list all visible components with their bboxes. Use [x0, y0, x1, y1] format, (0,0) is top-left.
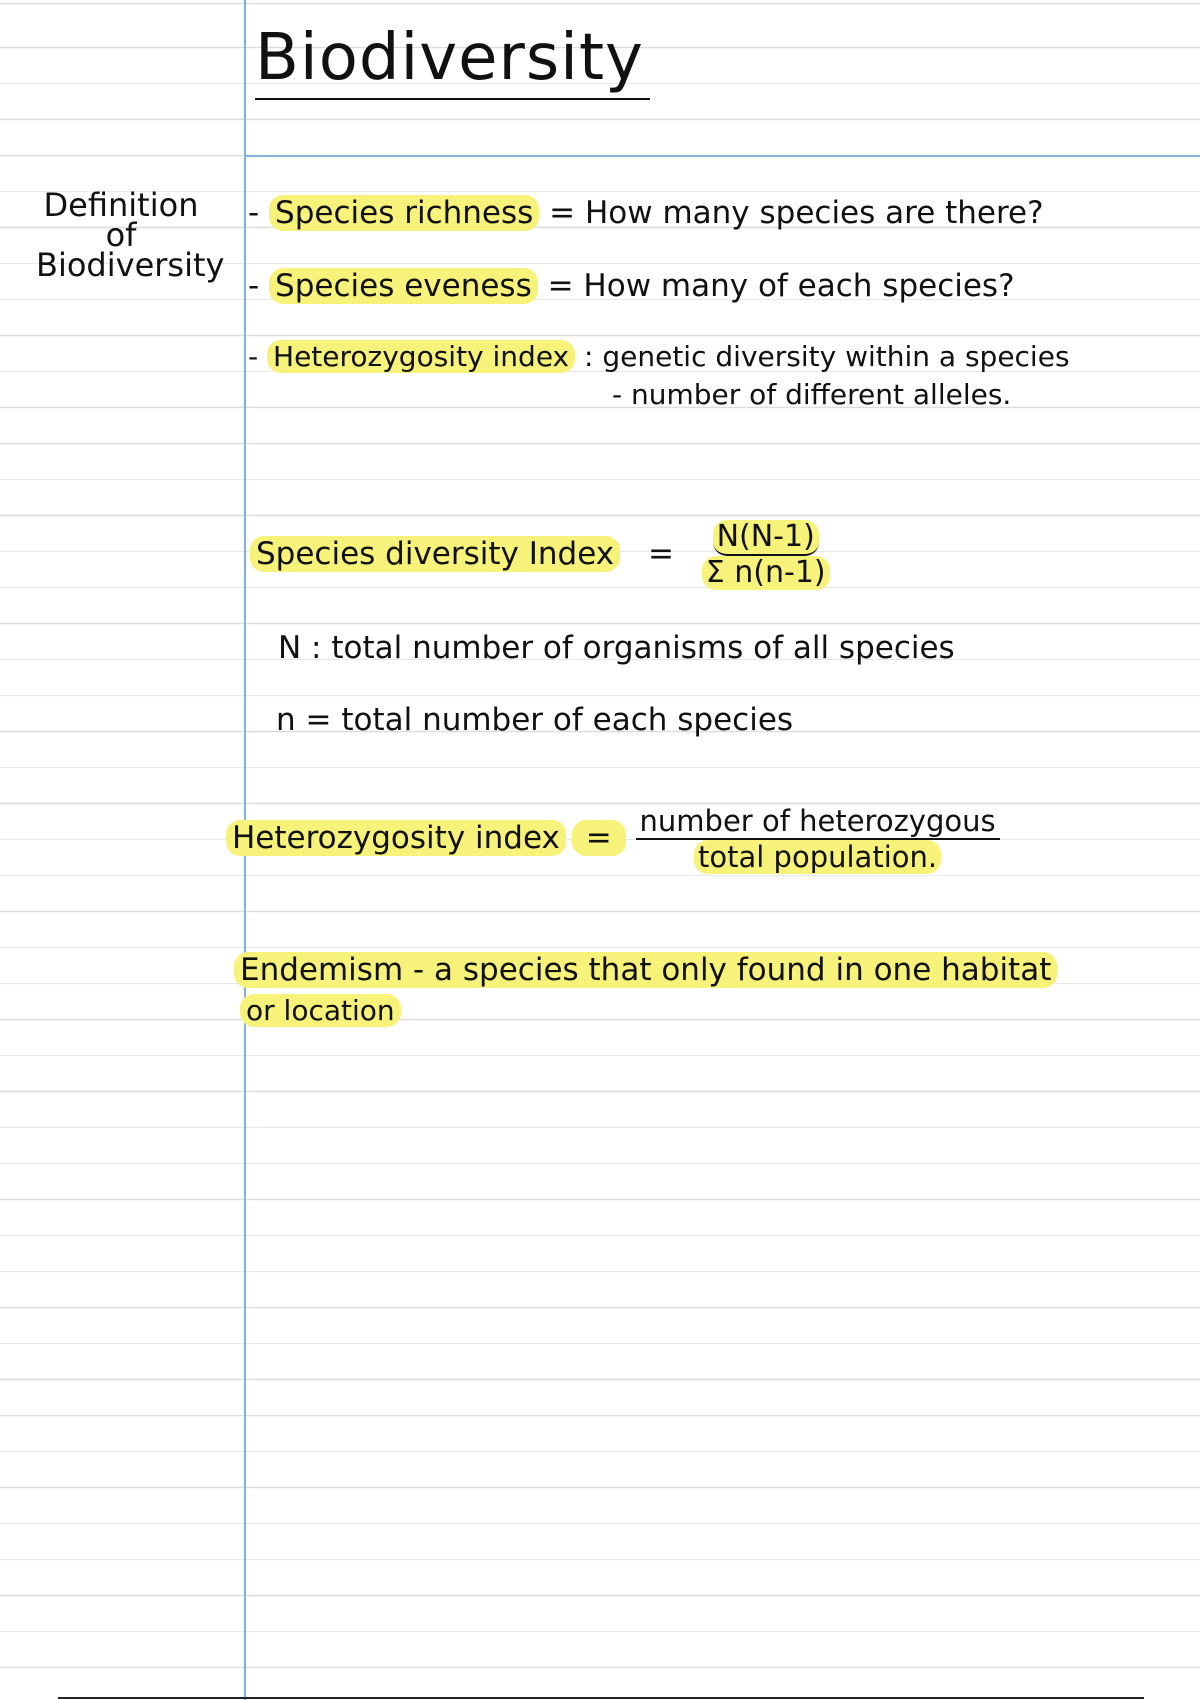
definition-species-eveness [248, 266, 1015, 306]
definition-text: How many species are there? [584, 195, 1044, 231]
definition-prefix: - [248, 268, 270, 304]
formula-denominator: total population. [694, 840, 941, 874]
formula-note-big-n: N : total number of organisms of all species [278, 630, 955, 666]
formula-equals: = [572, 820, 626, 856]
endemism-line-1 [234, 950, 1057, 990]
bottom-line [58, 1697, 1144, 1699]
species-diversity-index-formula [250, 520, 830, 590]
formula-label: Species diversity Index [250, 536, 620, 572]
definition-text: How many of each species? [583, 268, 1015, 304]
formula-denominator: Σ n(n-1) [702, 556, 830, 590]
definition-separator: = [539, 195, 585, 231]
formula-fraction [636, 804, 1000, 874]
definition-prefix: - [248, 340, 268, 373]
definition-separator: : [575, 340, 603, 373]
formula-note-small-n: n = total number of each species [276, 702, 794, 738]
definition-species-richness [248, 193, 1044, 233]
header-line [244, 155, 1200, 157]
formula-equals: = [647, 535, 674, 572]
definition-prefix: - [248, 195, 270, 231]
definition-text: genetic diversity within a species [602, 340, 1070, 373]
endemism-line-2 [240, 994, 401, 1028]
definition-heterozygosity-index [248, 340, 1070, 374]
definition-subtext: - number of different alleles. [612, 378, 1012, 411]
endemism-text: Endemism - a species that only found in one habitat [234, 952, 1057, 988]
definition-separator: = [537, 268, 584, 304]
formula-numerator: number of heterozygous [636, 804, 1000, 840]
definition-term: Species eveness [269, 268, 538, 304]
page-title: Biodiversity [255, 18, 650, 100]
endemism-text-continued: or location [240, 994, 401, 1027]
formula-label: Heterozygosity index [226, 820, 566, 856]
formula-fraction [702, 520, 830, 590]
sidebar-label: Definition of Biodiversity [36, 186, 225, 284]
definition-term: Heterozygosity index [267, 340, 575, 373]
definition-term: Species richness [269, 195, 539, 231]
heterozygosity-index-formula [226, 804, 1000, 874]
formula-numerator: N(N-1) [713, 520, 819, 556]
